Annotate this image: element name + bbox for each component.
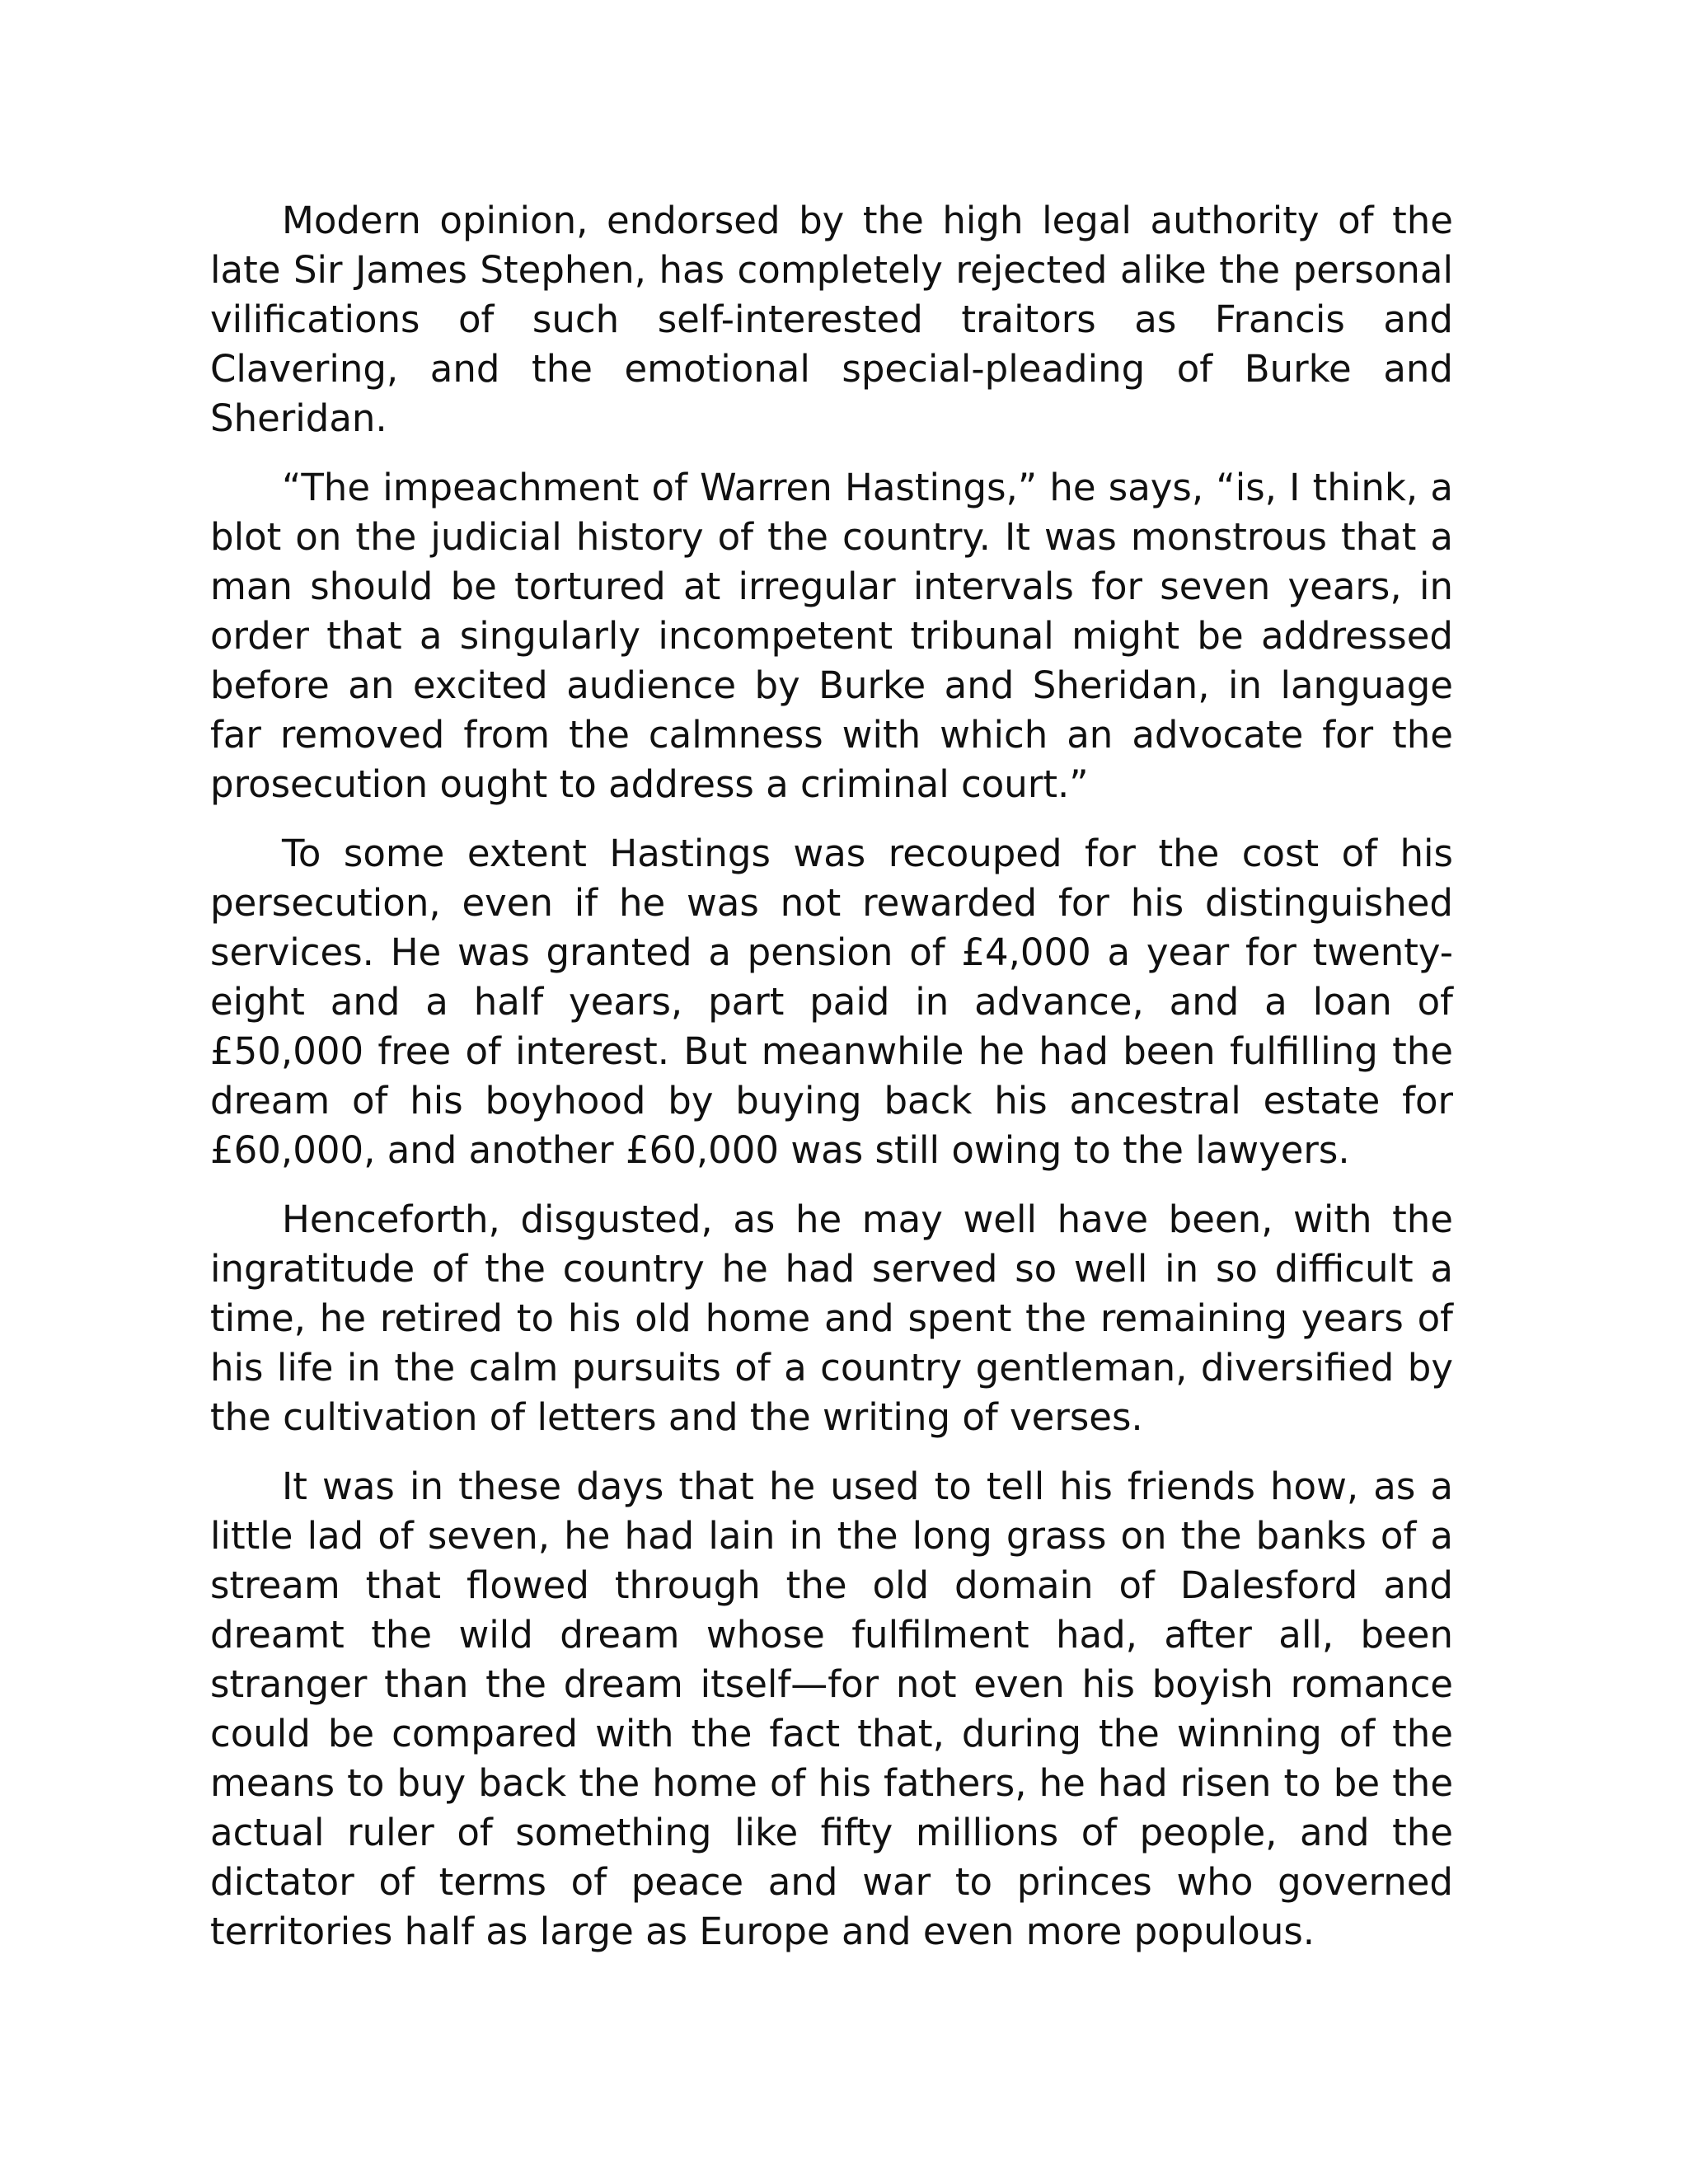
- paragraph-2: “The impeachment of Warren Hastings,” he says, “is, I think, a blot on the judicial history of the country. It was monstrous that a man should be tortured at irregular intervals for seven years, in order that a singularly incompetent tribunal might be addressed before an excited audience by Burke and Sheridan, in language far removed from the calmness with which an advocate for the prosecution ought to address a criminal court.”: [210, 466, 1453, 806]
- body-text: [210, 196, 1453, 1976]
- paragraph-5: It was in these days that he used to tell his friends how, as a little lad of seven, he had lain in the long grass on the banks of a stream that flowed through the old domain of Dalesford and dreamt the wild dream whose fulfilment had, after all, been stranger than the dream itself—for not even his boyish romance could be compared with the fact that, during the winning of the means to buy back the home of his fathers, he had risen to be the actual ruler of something like fifty millions of people, and the dictator of terms of peace and war to princes who governed territories half as large as Europe and even more populous.: [210, 1465, 1453, 1953]
- paragraph-3: To some extent Hastings was recouped for the cost of his persecution, even if he was not rewarded for his distinguished services. He was granted a pension of £4,000 a year for twenty-eight and a half years, part paid in advance, and a loan of £50,000 free of interest. But meanwhile he had been fulfilling the dream of his boyhood by buying back his ancestral estate for £60,000, and another £60,000 was still owing to the lawyers.: [210, 832, 1453, 1172]
- paragraph-4: Henceforth, disgusted, as he may well have been, with the ingratitude of the country he had served so well in so difficult a time, he retired to his old home and spent the remaining years of his life in the calm pursuits of a country gentleman, diversified by the cultivation of letters and the writing of verses.: [210, 1197, 1453, 1439]
- paragraph-1: Modern opinion, endorsed by the high legal authority of the late Sir James Stephen, has completely rejected alike the personal vilifications of such self-interested traitors as Francis and Clavering, and the emotional special-pleading of Burke and Sheridan.: [210, 199, 1453, 440]
